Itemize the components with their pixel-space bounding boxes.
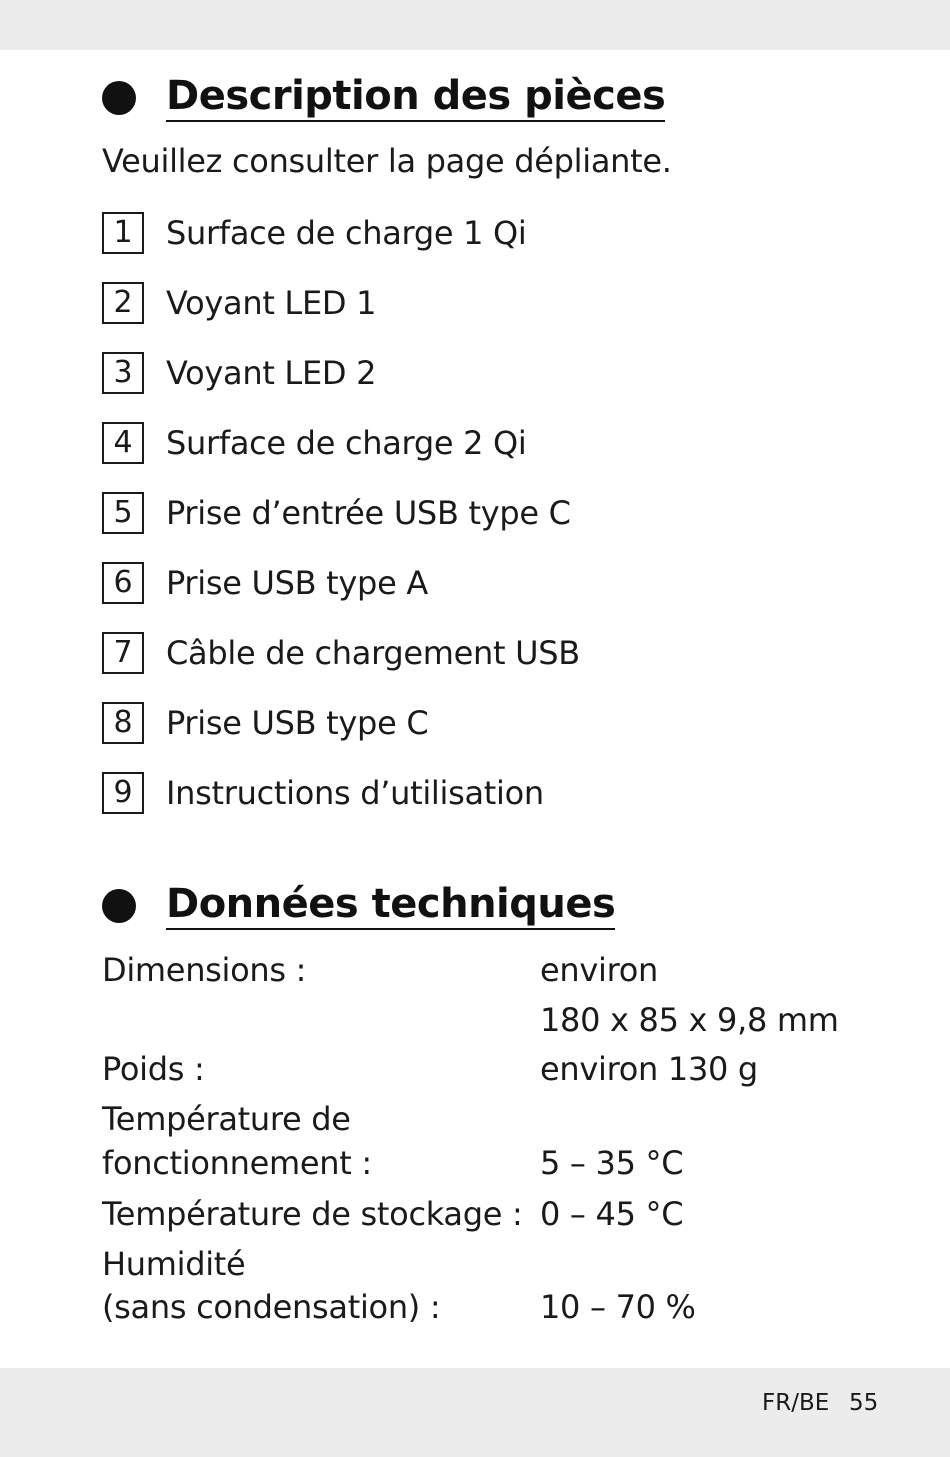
part-item xyxy=(102,420,580,490)
part-label: Prise USB type C xyxy=(166,704,429,742)
spec-storage-temp-label: Température de stockage : xyxy=(102,1195,523,1233)
part-item xyxy=(102,630,580,700)
part-number-box: 1 xyxy=(102,212,144,254)
top-margin-band xyxy=(0,0,950,50)
part-item xyxy=(102,560,580,630)
part-number-box: 5 xyxy=(102,492,144,534)
part-label: Surface de charge 1 Qi xyxy=(166,214,527,252)
spec-humidity-label-line1: Humidité xyxy=(102,1245,246,1283)
parts-section-title: Description des pièces xyxy=(166,74,665,122)
spec-dimensions-value-line2: 180 x 85 x 9,8 mm xyxy=(540,1001,839,1039)
part-number-box: 6 xyxy=(102,562,144,604)
part-number-box: 7 xyxy=(102,632,144,674)
part-number-box: 4 xyxy=(102,422,144,464)
spec-humidity-value: 10 – 70 % xyxy=(540,1288,696,1326)
part-label: Prise d’entrée USB type C xyxy=(166,494,571,532)
specs-section-title: Données techniques xyxy=(166,882,615,930)
page-number: 55 xyxy=(849,1390,879,1416)
spec-storage-temp-value: 0 – 45 °C xyxy=(540,1195,684,1233)
specs-section-heading xyxy=(102,876,615,936)
spec-op-temp-label-line2: fonctionnement : xyxy=(102,1144,372,1182)
spec-weight-value: environ 130 g xyxy=(540,1050,758,1088)
part-number-box: 2 xyxy=(102,282,144,324)
part-number-box: 8 xyxy=(102,702,144,744)
parts-section-heading xyxy=(102,68,665,128)
spec-dimensions-label: Dimensions : xyxy=(102,951,307,989)
part-item xyxy=(102,490,580,560)
part-label: Instructions d’utilisation xyxy=(166,774,544,812)
part-item xyxy=(102,770,580,840)
spec-op-temp-value: 5 – 35 °C xyxy=(540,1144,684,1182)
part-label: Surface de charge 2 Qi xyxy=(166,424,527,462)
part-label: Prise USB type A xyxy=(166,564,428,602)
spec-op-temp-label-line1: Température de xyxy=(102,1100,351,1138)
spec-humidity-label-line2: (sans condensation) : xyxy=(102,1288,441,1326)
part-label: Voyant LED 1 xyxy=(166,284,377,322)
footer-language: FR/BE xyxy=(762,1390,830,1416)
bullet-icon xyxy=(102,81,136,115)
part-label: Câble de chargement USB xyxy=(166,634,580,672)
parts-intro-text: Veuillez consulter la page dépliante. xyxy=(102,142,672,180)
part-label: Voyant LED 2 xyxy=(166,354,377,392)
bullet-icon xyxy=(102,889,136,923)
part-item xyxy=(102,700,580,770)
part-number-box: 9 xyxy=(102,772,144,814)
part-item xyxy=(102,350,580,420)
parts-list xyxy=(102,210,580,840)
part-number-box: 3 xyxy=(102,352,144,394)
part-item xyxy=(102,210,580,280)
part-item xyxy=(102,280,580,350)
spec-weight-label: Poids : xyxy=(102,1050,205,1088)
spec-dimensions-value-line1: environ xyxy=(540,951,659,989)
